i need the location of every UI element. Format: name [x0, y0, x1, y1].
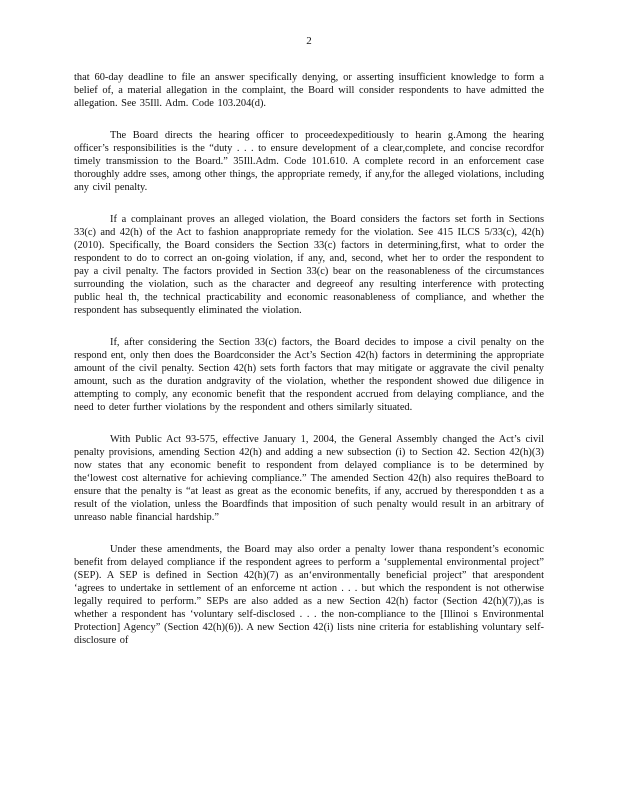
document-body [74, 71, 544, 666]
paragraph-public-act: With Public Act 93-575, effective January 1, 2004, the General Assembly changed the Act’s civil penalty provisions, amending Section 42(h) and adding a new subsection (i) to Section 42. Section 42(h)(3) now states that any economic benefit to respondent from delayed compliance is to be determined by the‘lowest cost alternative for achieving compliance.” The amended Section 42(h) also requires theBoard to ensure that the penalty is “at least as great as the economic benefits, if any, accrued by therespondden t as a result of the violation, unless the Boardfinds that imposition of such penalty would result in an arbitrary of unreaso nable financial hardship.” [74, 434, 544, 523]
page-number: 2 [306, 35, 312, 47]
paragraph-civil-penalty: If, after considering the Section 33(c) factors, the Board decides to impose a civil penalty on the respond ent, only then does the Boardconsider the Act’s Section 42(h) factors in determining the appropriate amount of the civil penalty. Section 42(h) sets forth factors that may mitigate or aggravate the civil penalty amount, such as the duration andgravity of the violation, whether the respondent showed due diligence in attempting to comply, any economic benefit that the respondent accrued from delaying compliance, and the need to deter further violations by the respondent and others similarly situated. [74, 337, 544, 413]
paragraph-continuation: that 60-day deadline to file an answer specifically denying, or asserting insufficient knowledge to form a belief of, a material allegation in the complaint, the Board will consider respondents to have admitted the allegation. See 35Ill. Adm. Code 103.204(d). [74, 72, 544, 109]
paragraph-remedy-factors: If a complainant proves an alleged violation, the Board considers the factors set forth in Sections 33(c) and 42(h) of the Act to fashion anappropriate remedy for the violation. See 415 ILCS 5/33(c), 42(h) (2010). Specifically, the Board considers the Section 33(c) factors in determining,first, what to order the respondent to do to correct an on-going violation, if any, and, second, whet her to order the respondent to pay a civil penalty. The factors provided in Section 33(c) bear on the reasonableness of the circumstances surrounding the violation, such as the character and degreeof any resulting interference with protecting public heal th, the technical practicability and economic reasonableness of compliance, and whether the respondent has subsequently eliminated the violation. [74, 214, 544, 316]
paragraph-hearing-officer: The Board directs the hearing officer to proceedexpeditiously to hearin g.Among the hearing officer’s responsibilities is the “duty . . . to ensure development of a clear,complete, and concise recordfor timely transmission to the Board.” 35Ill.Adm. Code 101.610. A complete record in an enforcement case thoroughly addre sses, among other things, the appropriate remedy, if any,for the alleged violations, including any civil penalty. [74, 130, 545, 193]
paragraph-sep: Under these amendments, the Board may also order a penalty lower thana respondent’s economic benefit from delayed compliance if the respondent agrees to perform a ‘supplemental environmental project” (SEP). A SEP is defined in Section 42(h)(7) as an‘environmentally beneficial project” that arespondent ‘agrees to undertake in settlement of an enforceme nt action . . . but which the respondent is not otherwise legally required to perform.” SEPs are also added as a new Section 42(h) factor (Section 42(h)(7)),as is whether a respondent has ‘voluntary self-disclosed . . . the non-compliance to the [Illinoi s Environmental Protection] Agency” (Section 42(h)(6)). A new Section 42(i) lists nine criteria for establishing voluntary self-disclosure of [74, 544, 544, 646]
